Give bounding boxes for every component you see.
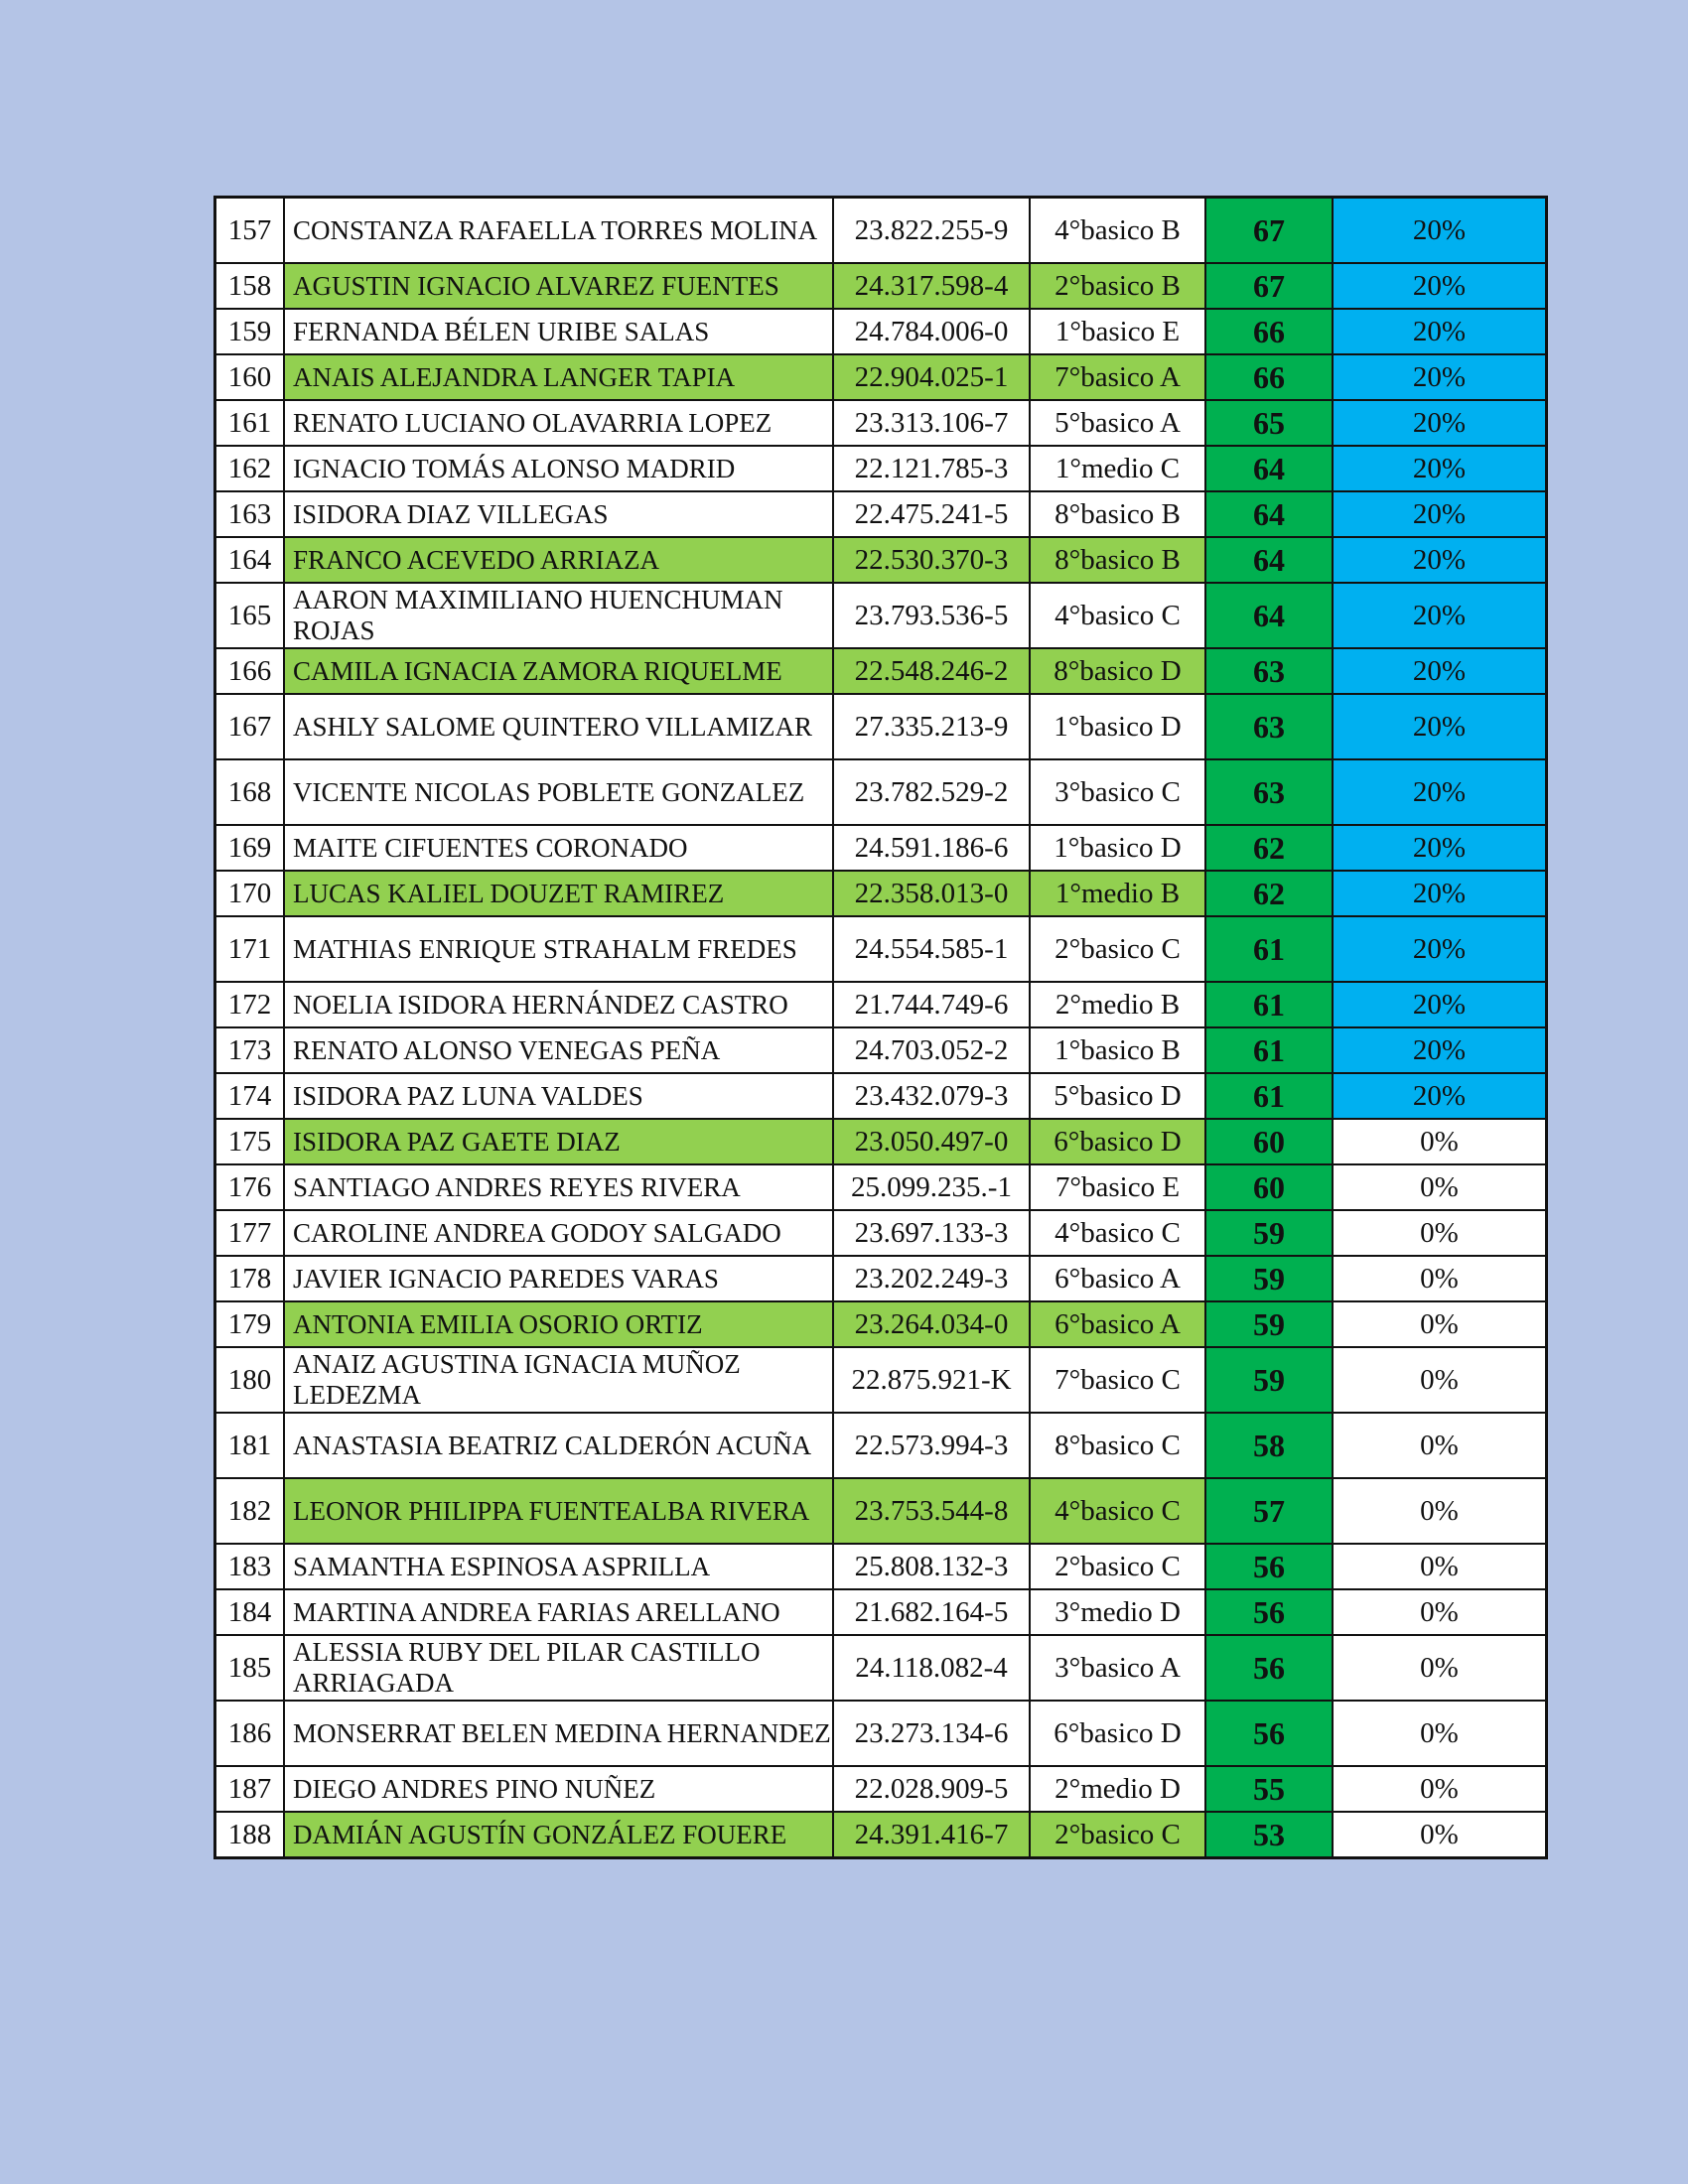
table-row: [215, 1256, 1547, 1301]
student-name-cell: CAROLINE ANDREA GODOY SALGADO: [284, 1210, 833, 1256]
rank-number-cell: 186: [215, 1701, 285, 1766]
percent-cell: 0%: [1333, 1701, 1547, 1766]
rank-number-cell: 159: [215, 309, 285, 354]
student-name-cell: DAMIÁN AGUSTÍN GONZÁLEZ FOUERE: [284, 1812, 833, 1858]
student-rut-cell: 22.904.025-1: [833, 354, 1030, 400]
student-name-cell: ANAIZ AGUSTINA IGNACIA MUÑOZ LEDEZMA: [284, 1347, 833, 1413]
student-name-cell: SAMANTHA ESPINOSA ASPRILLA: [284, 1544, 833, 1589]
student-rut-cell: 22.475.241-5: [833, 491, 1030, 537]
table-row: [215, 1210, 1547, 1256]
percent-cell: 20%: [1333, 1073, 1547, 1119]
table-row: [215, 1701, 1547, 1766]
rank-number-cell: 166: [215, 648, 285, 694]
student-course-cell: 6°basico D: [1030, 1119, 1205, 1164]
percent-cell: 20%: [1333, 982, 1547, 1027]
student-name-cell: ALESSIA RUBY DEL PILAR CASTILLO ARRIAGADA: [284, 1635, 833, 1701]
student-name-cell: ANAIS ALEJANDRA LANGER TAPIA: [284, 354, 833, 400]
student-rut-cell: 23.753.544-8: [833, 1478, 1030, 1544]
student-rut-cell: 21.682.164-5: [833, 1589, 1030, 1635]
score-cell: 56: [1205, 1589, 1333, 1635]
percent-cell: 20%: [1333, 491, 1547, 537]
student-course-cell: 2°basico B: [1030, 263, 1205, 309]
rank-number-cell: 169: [215, 825, 285, 871]
rank-number-cell: 185: [215, 1635, 285, 1701]
student-rut-cell: 23.202.249-3: [833, 1256, 1030, 1301]
student-course-cell: 2°medio B: [1030, 982, 1205, 1027]
student-name-cell: JAVIER IGNACIO PAREDES VARAS: [284, 1256, 833, 1301]
percent-cell: 0%: [1333, 1347, 1547, 1413]
student-rut-cell: 22.121.785-3: [833, 446, 1030, 491]
score-cell: 59: [1205, 1347, 1333, 1413]
percent-cell: 0%: [1333, 1766, 1547, 1812]
score-cell: 59: [1205, 1256, 1333, 1301]
table-row: [215, 1413, 1547, 1478]
table-row: [215, 446, 1547, 491]
student-course-cell: 1°basico E: [1030, 309, 1205, 354]
table-row: [215, 759, 1547, 825]
rank-number-cell: 177: [215, 1210, 285, 1256]
score-cell: 60: [1205, 1164, 1333, 1210]
student-name-cell: NOELIA ISIDORA HERNÁNDEZ CASTRO: [284, 982, 833, 1027]
percent-cell: 20%: [1333, 759, 1547, 825]
table-row: [215, 354, 1547, 400]
student-rut-cell: 24.317.598-4: [833, 263, 1030, 309]
table-row: [215, 825, 1547, 871]
table-row: [215, 263, 1547, 309]
percent-cell: 20%: [1333, 648, 1547, 694]
student-rut-cell: 21.744.749-6: [833, 982, 1030, 1027]
student-rut-cell: 22.530.370-3: [833, 537, 1030, 583]
student-rut-cell: 23.432.079-3: [833, 1073, 1030, 1119]
score-cell: 63: [1205, 648, 1333, 694]
student-name-cell: MATHIAS ENRIQUE STRAHALM FREDES: [284, 916, 833, 982]
student-course-cell: 3°medio D: [1030, 1589, 1205, 1635]
student-rut-cell: 27.335.213-9: [833, 694, 1030, 759]
rank-number-cell: 175: [215, 1119, 285, 1164]
student-course-cell: 8°basico D: [1030, 648, 1205, 694]
score-cell: 62: [1205, 825, 1333, 871]
student-course-cell: 2°basico C: [1030, 1544, 1205, 1589]
student-rut-cell: 23.697.133-3: [833, 1210, 1030, 1256]
score-cell: 55: [1205, 1766, 1333, 1812]
student-course-cell: 7°basico A: [1030, 354, 1205, 400]
rank-number-cell: 171: [215, 916, 285, 982]
student-rut-cell: 22.358.013-0: [833, 871, 1030, 916]
rank-number-cell: 162: [215, 446, 285, 491]
percent-cell: 0%: [1333, 1413, 1547, 1478]
student-course-cell: 6°basico A: [1030, 1301, 1205, 1347]
table-row: [215, 400, 1547, 446]
table-row: [215, 1347, 1547, 1413]
score-cell: 65: [1205, 400, 1333, 446]
student-name-cell: LUCAS KALIEL DOUZET RAMIREZ: [284, 871, 833, 916]
table-row: [215, 1119, 1547, 1164]
percent-cell: 20%: [1333, 263, 1547, 309]
percent-cell: 20%: [1333, 446, 1547, 491]
score-cell: 66: [1205, 309, 1333, 354]
rank-number-cell: 176: [215, 1164, 285, 1210]
student-course-cell: 6°basico A: [1030, 1256, 1205, 1301]
student-course-cell: 1°medio C: [1030, 446, 1205, 491]
score-cell: 64: [1205, 446, 1333, 491]
score-cell: 61: [1205, 982, 1333, 1027]
rank-number-cell: 167: [215, 694, 285, 759]
table-row: [215, 1812, 1547, 1858]
student-rut-cell: 23.822.255-9: [833, 198, 1030, 264]
student-course-cell: 3°basico C: [1030, 759, 1205, 825]
student-course-cell: 1°basico D: [1030, 825, 1205, 871]
score-cell: 61: [1205, 1073, 1333, 1119]
rank-number-cell: 187: [215, 1766, 285, 1812]
rank-number-cell: 179: [215, 1301, 285, 1347]
table-row: [215, 1027, 1547, 1073]
table-row: [215, 198, 1547, 264]
rank-number-cell: 188: [215, 1812, 285, 1858]
score-cell: 61: [1205, 1027, 1333, 1073]
student-name-cell: CAMILA IGNACIA ZAMORA RIQUELME: [284, 648, 833, 694]
student-rut-cell: 24.391.416-7: [833, 1812, 1030, 1858]
score-cell: 63: [1205, 694, 1333, 759]
student-rut-cell: 23.313.106-7: [833, 400, 1030, 446]
rank-number-cell: 180: [215, 1347, 285, 1413]
student-name-cell: RENATO ALONSO VENEGAS PEÑA: [284, 1027, 833, 1073]
student-rut-cell: 23.273.134-6: [833, 1701, 1030, 1766]
student-course-cell: 2°medio D: [1030, 1766, 1205, 1812]
percent-cell: 0%: [1333, 1544, 1547, 1589]
rank-number-cell: 178: [215, 1256, 285, 1301]
student-course-cell: 4°basico C: [1030, 1478, 1205, 1544]
student-rut-cell: 24.784.006-0: [833, 309, 1030, 354]
score-cell: 56: [1205, 1544, 1333, 1589]
percent-cell: 20%: [1333, 871, 1547, 916]
table-row: [215, 1589, 1547, 1635]
student-course-cell: 3°basico A: [1030, 1635, 1205, 1701]
student-course-cell: 4°basico B: [1030, 198, 1205, 264]
score-cell: 58: [1205, 1413, 1333, 1478]
student-course-cell: 8°basico C: [1030, 1413, 1205, 1478]
table-row: [215, 583, 1547, 648]
student-course-cell: 1°basico B: [1030, 1027, 1205, 1073]
student-rut-cell: 22.548.246-2: [833, 648, 1030, 694]
percent-cell: 0%: [1333, 1635, 1547, 1701]
student-name-cell: ISIDORA PAZ GAETE DIAZ: [284, 1119, 833, 1164]
table-row: [215, 694, 1547, 759]
table-row: [215, 1073, 1547, 1119]
score-cell: 53: [1205, 1812, 1333, 1858]
student-rut-cell: 24.703.052-2: [833, 1027, 1030, 1073]
rank-number-cell: 170: [215, 871, 285, 916]
percent-cell: 0%: [1333, 1589, 1547, 1635]
student-course-cell: 2°basico C: [1030, 916, 1205, 982]
rank-number-cell: 168: [215, 759, 285, 825]
rank-number-cell: 184: [215, 1589, 285, 1635]
table-row: [215, 1301, 1547, 1347]
rank-number-cell: 160: [215, 354, 285, 400]
student-name-cell: AARON MAXIMILIANO HUENCHUMAN ROJAS: [284, 583, 833, 648]
student-course-cell: 4°basico C: [1030, 583, 1205, 648]
student-course-cell: 8°basico B: [1030, 491, 1205, 537]
table-row: [215, 1544, 1547, 1589]
score-cell: 64: [1205, 537, 1333, 583]
score-cell: 59: [1205, 1301, 1333, 1347]
percent-cell: 0%: [1333, 1164, 1547, 1210]
score-cell: 56: [1205, 1701, 1333, 1766]
percent-cell: 20%: [1333, 354, 1547, 400]
table-row: [215, 537, 1547, 583]
student-rut-cell: 25.099.235.-1: [833, 1164, 1030, 1210]
score-cell: 59: [1205, 1210, 1333, 1256]
score-cell: 62: [1205, 871, 1333, 916]
student-course-cell: 1°basico D: [1030, 694, 1205, 759]
table-row: [215, 1478, 1547, 1544]
rank-number-cell: 165: [215, 583, 285, 648]
student-rut-cell: 24.591.186-6: [833, 825, 1030, 871]
student-course-cell: 7°basico C: [1030, 1347, 1205, 1413]
student-name-cell: ISIDORA DIAZ VILLEGAS: [284, 491, 833, 537]
table-row: [215, 1635, 1547, 1701]
table-row: [215, 648, 1547, 694]
percent-cell: 20%: [1333, 583, 1547, 648]
percent-cell: 20%: [1333, 309, 1547, 354]
percent-cell: 20%: [1333, 694, 1547, 759]
rank-number-cell: 172: [215, 982, 285, 1027]
score-cell: 64: [1205, 583, 1333, 648]
percent-cell: 0%: [1333, 1119, 1547, 1164]
percent-cell: 20%: [1333, 825, 1547, 871]
student-name-cell: FRANCO ACEVEDO ARRIAZA: [284, 537, 833, 583]
rank-number-cell: 174: [215, 1073, 285, 1119]
student-rut-cell: 22.573.994-3: [833, 1413, 1030, 1478]
table-row: [215, 491, 1547, 537]
score-cell: 56: [1205, 1635, 1333, 1701]
percent-cell: 20%: [1333, 916, 1547, 982]
table-row: [215, 982, 1547, 1027]
percent-cell: 20%: [1333, 1027, 1547, 1073]
table-row: [215, 1766, 1547, 1812]
student-course-cell: 8°basico B: [1030, 537, 1205, 583]
student-rut-cell: 24.118.082-4: [833, 1635, 1030, 1701]
percent-cell: 20%: [1333, 198, 1547, 264]
student-name-cell: MONSERRAT BELEN MEDINA HERNANDEZ: [284, 1701, 833, 1766]
rank-number-cell: 183: [215, 1544, 285, 1589]
student-name-cell: IGNACIO TOMÁS ALONSO MADRID: [284, 446, 833, 491]
student-course-cell: 4°basico C: [1030, 1210, 1205, 1256]
rank-number-cell: 173: [215, 1027, 285, 1073]
percent-cell: 20%: [1333, 400, 1547, 446]
percent-cell: 20%: [1333, 537, 1547, 583]
student-name-cell: ISIDORA PAZ LUNA VALDES: [284, 1073, 833, 1119]
student-name-cell: MAITE CIFUENTES CORONADO: [284, 825, 833, 871]
student-name-cell: AGUSTIN IGNACIO ALVAREZ FUENTES: [284, 263, 833, 309]
student-rut-cell: 22.875.921-K: [833, 1347, 1030, 1413]
student-name-cell: CONSTANZA RAFAELLA TORRES MOLINA: [284, 198, 833, 264]
student-rut-cell: 25.808.132-3: [833, 1544, 1030, 1589]
student-name-cell: DIEGO ANDRES PINO NUÑEZ: [284, 1766, 833, 1812]
percent-cell: 0%: [1333, 1812, 1547, 1858]
student-course-cell: 5°basico A: [1030, 400, 1205, 446]
score-cell: 66: [1205, 354, 1333, 400]
score-cell: 67: [1205, 198, 1333, 264]
score-cell: 61: [1205, 916, 1333, 982]
percent-cell: 0%: [1333, 1210, 1547, 1256]
ranking-table: [213, 196, 1548, 1859]
score-cell: 60: [1205, 1119, 1333, 1164]
table-row: [215, 309, 1547, 354]
table-row: [215, 916, 1547, 982]
table-row: [215, 1164, 1547, 1210]
table-row: [215, 871, 1547, 916]
rank-number-cell: 182: [215, 1478, 285, 1544]
student-name-cell: LEONOR PHILIPPA FUENTEALBA RIVERA: [284, 1478, 833, 1544]
student-name-cell: FERNANDA BÉLEN URIBE SALAS: [284, 309, 833, 354]
student-name-cell: MARTINA ANDREA FARIAS ARELLANO: [284, 1589, 833, 1635]
student-rut-cell: 22.028.909-5: [833, 1766, 1030, 1812]
student-course-cell: 6°basico D: [1030, 1701, 1205, 1766]
student-rut-cell: 24.554.585-1: [833, 916, 1030, 982]
rank-number-cell: 158: [215, 263, 285, 309]
percent-cell: 0%: [1333, 1478, 1547, 1544]
student-rut-cell: 23.793.536-5: [833, 583, 1030, 648]
student-name-cell: ANASTASIA BEATRIZ CALDERÓN ACUÑA: [284, 1413, 833, 1478]
student-rut-cell: 23.264.034-0: [833, 1301, 1030, 1347]
student-course-cell: 2°basico C: [1030, 1812, 1205, 1858]
student-course-cell: 5°basico D: [1030, 1073, 1205, 1119]
student-course-cell: 1°medio B: [1030, 871, 1205, 916]
rank-number-cell: 163: [215, 491, 285, 537]
student-name-cell: ANTONIA EMILIA OSORIO ORTIZ: [284, 1301, 833, 1347]
percent-cell: 0%: [1333, 1256, 1547, 1301]
student-rut-cell: 23.050.497-0: [833, 1119, 1030, 1164]
score-cell: 67: [1205, 263, 1333, 309]
rank-number-cell: 181: [215, 1413, 285, 1478]
student-course-cell: 7°basico E: [1030, 1164, 1205, 1210]
score-cell: 64: [1205, 491, 1333, 537]
score-cell: 57: [1205, 1478, 1333, 1544]
ranking-table-body: [215, 198, 1547, 1858]
rank-number-cell: 157: [215, 198, 285, 264]
score-cell: 63: [1205, 759, 1333, 825]
percent-cell: 0%: [1333, 1301, 1547, 1347]
student-name-cell: ASHLY SALOME QUINTERO VILLAMIZAR: [284, 694, 833, 759]
student-name-cell: SANTIAGO ANDRES REYES RIVERA: [284, 1164, 833, 1210]
rank-number-cell: 161: [215, 400, 285, 446]
rank-number-cell: 164: [215, 537, 285, 583]
student-name-cell: VICENTE NICOLAS POBLETE GONZALEZ: [284, 759, 833, 825]
student-name-cell: RENATO LUCIANO OLAVARRIA LOPEZ: [284, 400, 833, 446]
student-rut-cell: 23.782.529-2: [833, 759, 1030, 825]
